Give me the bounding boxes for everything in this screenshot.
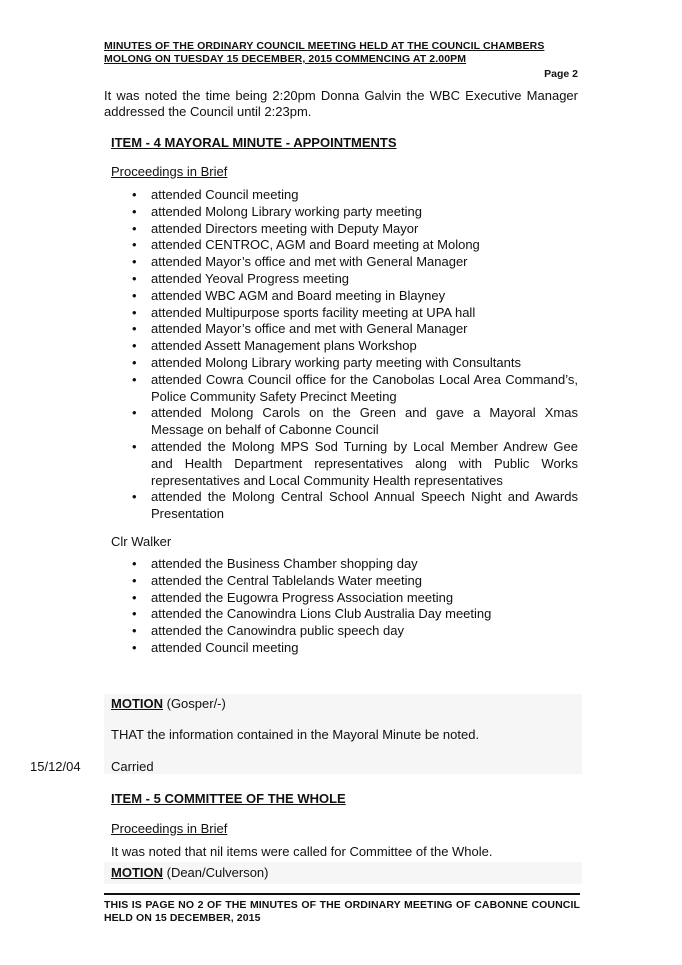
list-item: • attended CENTROC, AGM and Board meeting at Molong <box>111 237 578 254</box>
list-item: • attended Molong Library working party meeting with Consultants <box>111 355 578 372</box>
list-item: • attended Molong Library working party meeting <box>111 204 578 221</box>
list-item: • attended Assett Management plans Workshop <box>111 338 578 355</box>
list-item: • attended Mayor’s office and met with General Manager <box>111 254 578 271</box>
list-item: • attended the Business Chamber shopping day <box>111 556 578 573</box>
resolution-number: 15/12/04 <box>30 759 81 774</box>
footer-rule <box>104 893 580 895</box>
list-item: • attended WBC AGM and Board meeting in Blayney <box>111 288 578 305</box>
list-item: • attended the Canowindra Lions Club Australia Day meeting <box>111 606 578 623</box>
item-4-motion <box>111 696 226 711</box>
list-item: • attended Council meeting <box>111 640 578 657</box>
motion-movers: (Gosper/-) <box>163 696 226 711</box>
intro-paragraph: It was noted the time being 2:20pm Donna Galvin the WBC Executive Manager addressed the Council until 2:23pm. <box>104 88 578 119</box>
item-5-proceedings-heading: Proceedings in Brief <box>111 821 228 836</box>
motion-movers: (Dean/Culverson) <box>163 865 269 880</box>
page-number: Page 2 <box>544 68 578 80</box>
header-line-2: MOLONG ON TUESDAY 15 DECEMBER, 2015 COMMENCING AT 2.00PM <box>104 53 467 65</box>
list-item: • attended Molong Carols on the Green and gave a Mayoral Xmas Message on behalf of Cabonne Council <box>111 405 578 439</box>
item-4-heading: ITEM - 4 MAYORAL MINUTE - APPOINTMENTS <box>111 135 397 150</box>
list-item: • attended Directors meeting with Deputy Mayor <box>111 221 578 238</box>
page-header <box>104 40 578 66</box>
item-5-heading: ITEM - 5 COMMITTEE OF THE WHOLE <box>111 791 346 806</box>
motion-label: MOTION <box>111 696 163 711</box>
item-5-motion-box <box>104 862 582 884</box>
list-item: • attended the Molong MPS Sod Turning by Local Member Andrew Gee and Health Department representatives along with Public Works representatives and Local Community Health representatives <box>111 439 578 489</box>
page-footer: THIS IS PAGE NO 2 OF THE MINUTES OF THE ORDINARY MEETING OF CABONNE COUNCIL HELD ON 15 DECEMBER, 2015 <box>104 899 580 924</box>
mayor-activity-list <box>111 187 578 523</box>
item-4-proceedings-heading: Proceedings in Brief <box>111 164 228 179</box>
list-item: • attended Cowra Council office for the Canobolas Local Area Command’s, Police Community Safety Precinct Meeting <box>111 372 578 406</box>
list-item: • attended Yeoval Progress meeting <box>111 271 578 288</box>
list-item: • attended the Central Tablelands Water meeting <box>111 573 578 590</box>
header-line-1: MINUTES OF THE ORDINARY COUNCIL MEETING HELD AT THE COUNCIL CHAMBERS <box>104 40 545 52</box>
list-item: • attended the Molong Central School Annual Speech Night and Awards Presentation <box>111 489 578 523</box>
item-5-motion <box>111 865 269 880</box>
list-item: • attended Mayor’s office and met with General Manager <box>111 321 578 338</box>
motion-result: Carried <box>111 759 154 774</box>
list-item: • attended the Eugowra Progress Association meeting <box>111 590 578 607</box>
list-item: • attended the Canowindra public speech day <box>111 623 578 640</box>
motion-label: MOTION <box>111 865 163 880</box>
list-item: • attended Multipurpose sports facility meeting at UPA hall <box>111 305 578 322</box>
item-5-note: It was noted that nil items were called for Committee of the Whole. <box>111 844 493 859</box>
item-4-motion-box <box>104 694 582 774</box>
clr-name: Clr Walker <box>111 534 172 549</box>
motion-text: THAT the information contained in the Mayoral Minute be noted. <box>111 727 480 742</box>
clr-activity-list <box>111 556 578 657</box>
list-item: • attended Council meeting <box>111 187 578 204</box>
